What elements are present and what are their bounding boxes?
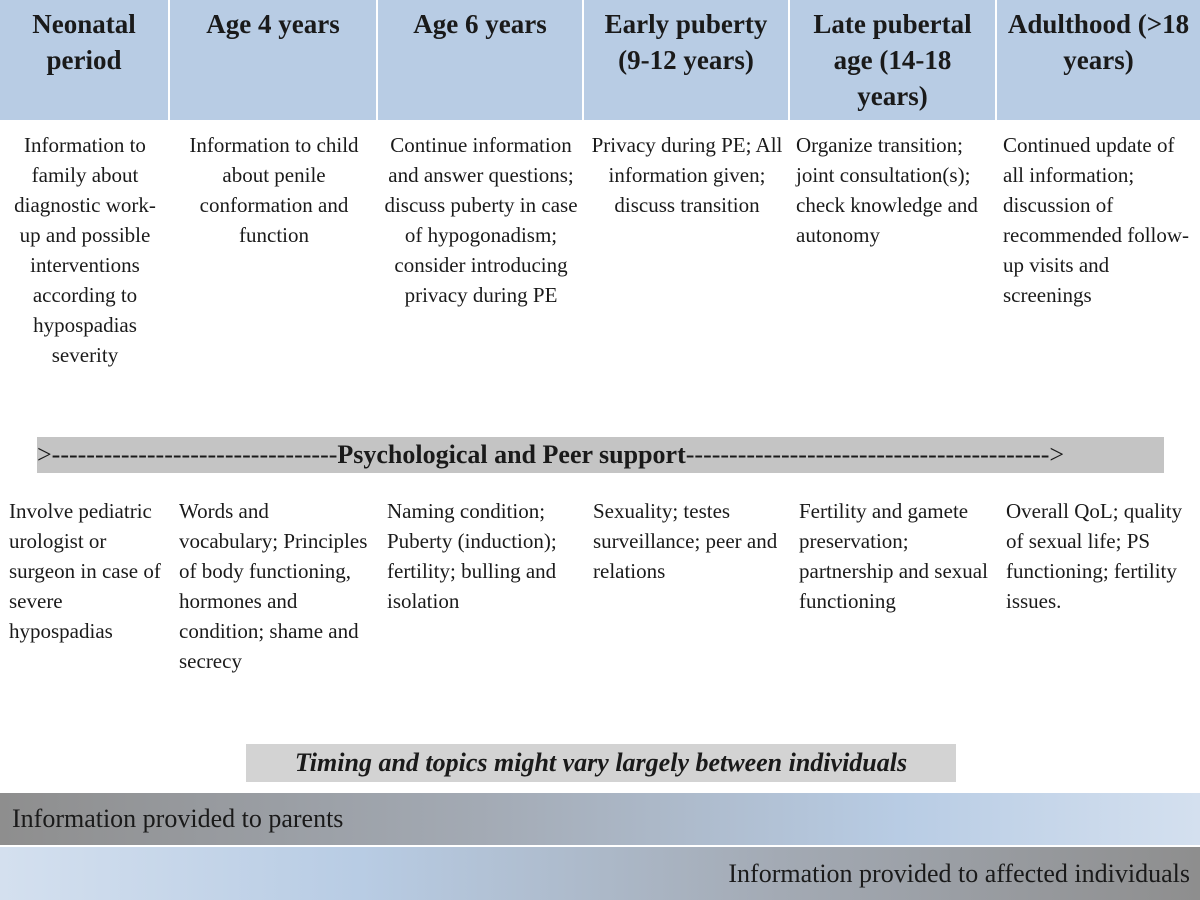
info-adulthood: Continued update of all information; discussion of recommended follow-up visits and screenings bbox=[1003, 133, 1190, 307]
support-arrow-left: >--------------------------------- bbox=[37, 440, 338, 469]
info-early-puberty: Privacy during PE; All information given; discuss transition bbox=[591, 133, 783, 217]
stage-header-row bbox=[0, 0, 1200, 120]
stage-header-age-4: Age 4 years bbox=[170, 0, 378, 120]
psychological-peer-support-bar bbox=[37, 437, 1164, 473]
individuals-information-bar: Information provided to affected individuals bbox=[0, 847, 1200, 900]
timing-note: Timing and topics might vary largely between individuals bbox=[246, 744, 956, 782]
topics-neonatal: Involve pediatric urologist or surgeon in case of severe hypospadias bbox=[9, 499, 161, 643]
stage-header-neonatal: Neonatal period bbox=[0, 0, 170, 120]
stage-header-age-6: Age 6 years bbox=[378, 0, 584, 120]
topics-early-puberty: Sexuality; testes surveillance; peer and relations bbox=[593, 499, 778, 583]
support-title: Psychological and Peer support bbox=[337, 440, 686, 469]
info-age-4: Information to child about penile conformation and function bbox=[189, 133, 359, 247]
support-arrow-right: ------------------------------------------> bbox=[685, 440, 1065, 469]
stage-header-adulthood: Adulthood (>18 years) bbox=[997, 0, 1200, 120]
support-topics-row bbox=[0, 496, 1200, 716]
parents-information-bar: Information provided to parents bbox=[0, 793, 1200, 845]
topics-late-puberty: Fertility and gamete preservation; partnership and sexual functioning bbox=[799, 499, 988, 613]
topics-age-4: Words and vocabulary; Principles of body functioning, hormones and condition; shame and secrecy bbox=[179, 499, 368, 673]
information-row bbox=[0, 124, 1200, 404]
topics-age-6: Naming condition; Puberty (induction); fertility; bulling and isolation bbox=[387, 499, 557, 613]
stage-header-late-puberty: Late pubertal age (14-18 years) bbox=[790, 0, 997, 120]
info-age-6: Continue information and answer questions; discuss puberty in case of hypogonadism; consider introducing privacy during PE bbox=[384, 133, 578, 307]
info-neonatal: Information to family about diagnostic work-up and possible interventions according to hypospadias severity bbox=[14, 133, 156, 367]
topics-adulthood: Overall QoL; quality of sexual life; PS functioning; fertility issues. bbox=[1006, 499, 1183, 613]
info-late-puberty: Organize transition; joint consultation(s); check knowledge and autonomy bbox=[796, 133, 978, 247]
stage-header-early-puberty: Early puberty (9-12 years) bbox=[584, 0, 790, 120]
